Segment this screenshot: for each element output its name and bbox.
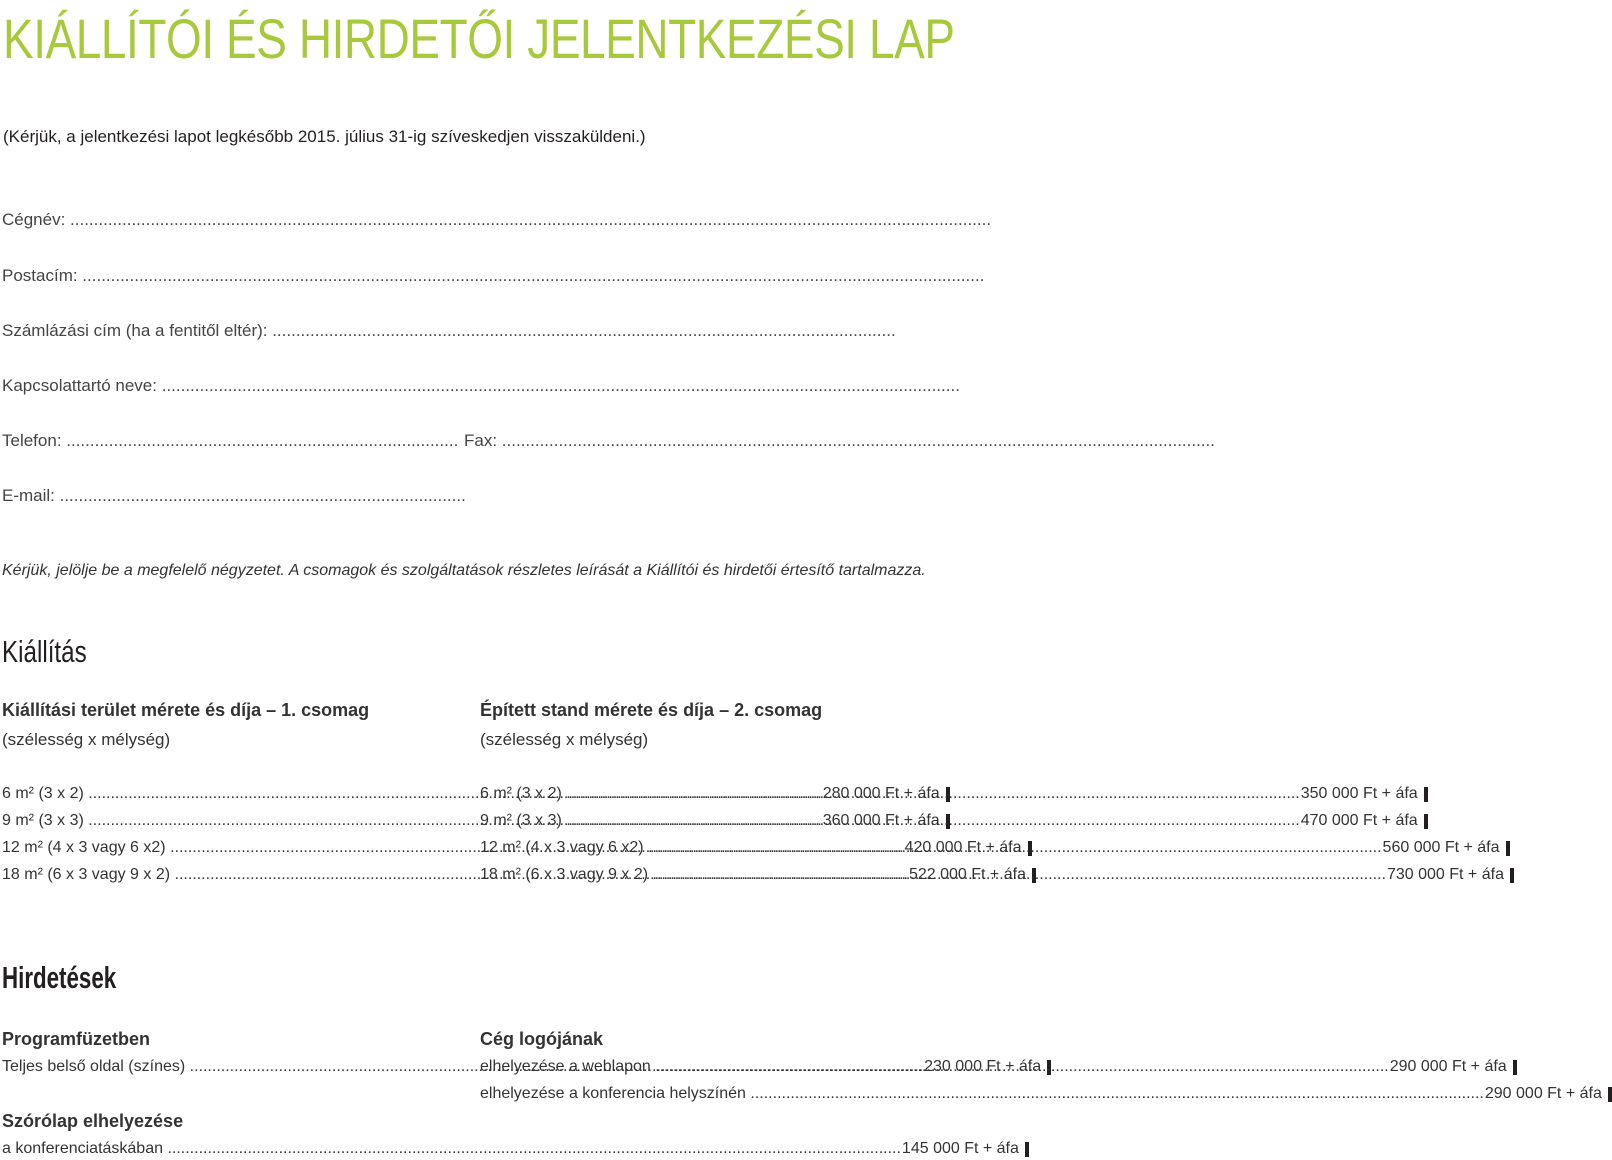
instruction-text: Kérjük, jelölje be a megfelelő négyzetet. A csomagok és szolgáltatások részletes leírását a Kiállítói és hirdetői értesítő tartalmazza. [2, 562, 926, 579]
contact-name-field[interactable]: Kapcsolattartó neve: ......................................................................................................................................................................... [2, 376, 960, 395]
package2-option[interactable] [480, 783, 1418, 805]
phone-field[interactable]: Telefon: ................................................................................... [2, 431, 459, 450]
ads-heading: Hirdetések [2, 960, 117, 995]
logo-title: Cég logójának [480, 1029, 604, 1049]
exhibition-heading: Kiállítás [2, 634, 87, 669]
package1-title: Kiállítási terület mérete és díja – 1. csomag [2, 700, 370, 720]
option-label: a konferenciatáskában ..... [2, 1140, 901, 1158]
option-price: 470 000 Ft + áfa [1300, 812, 1418, 829]
flyer-option[interactable] [2, 1138, 1019, 1160]
checkbox[interactable] [1510, 868, 1514, 883]
package2-option[interactable] [480, 810, 1418, 832]
option-label: 18 m² (6 x 3 vagy 9 x 2) ..... [480, 866, 1386, 884]
billing-address-field[interactable]: Számlázási cím (ha a fentitől eltér): .................................................................................................................................... [2, 321, 896, 340]
email-field[interactable]: E-mail: ...................................................................................... [2, 486, 466, 505]
option-label: Teljes belső oldal (színes) ..... [2, 1058, 923, 1076]
program-booklet-title: Programfüzetben [2, 1029, 151, 1049]
checkbox[interactable] [1608, 1087, 1612, 1102]
option-price: 420 000 Ft + áfa [904, 839, 1022, 856]
package2-subtitle: (szélesség x mélység) [480, 730, 649, 749]
option-price: 290 000 Ft + áfa [1484, 1085, 1602, 1102]
package1-option[interactable] [2, 864, 1026, 886]
option-price: 522 000 Ft + áfa [908, 866, 1026, 883]
option-price: 560 000 Ft + áfa [1382, 839, 1500, 856]
option-label: 6 m² (3 x 2) ..... [2, 785, 822, 803]
option-price: 730 000 Ft + áfa [1386, 866, 1504, 883]
option-label: 6 m² (3 x 2) ..... [480, 785, 1300, 803]
package1-option[interactable] [2, 783, 940, 805]
option-label: 12 m² (4 x 3 vagy 6 x2) ..... [480, 839, 1382, 857]
checkbox[interactable] [1506, 841, 1510, 856]
deadline-note: (Kérjük, a jelentkezési lapot legkésőbb 2015. július 31-ig szíveskedjen visszaküldeni.) [3, 127, 646, 146]
package1-option[interactable] [2, 810, 940, 832]
option-price: 230 000 Ft + áfa [924, 1058, 1042, 1075]
option-label: 9 m² (3 x 3) ..... [480, 812, 1300, 830]
option-label: elhelyezése a weblapon ..... [480, 1058, 1389, 1076]
option-price: 360 000 Ft + áfa [822, 812, 940, 829]
option-price: 280 000 Ft + áfa [822, 785, 940, 802]
option-price: 290 000 Ft + áfa [1389, 1058, 1507, 1075]
option-label: 18 m² (6 x 3 vagy 9 x 2) ..... [2, 866, 908, 884]
page-title: KIÁLLÍTÓI ÉS HIRDETŐI JELENTKEZÉSI LAP [3, 7, 955, 70]
fax-field[interactable]: Fax: ....................................................................................................................................................... [464, 431, 1215, 450]
option-label: 12 m² (4 x 3 vagy 6 x2) ..... [2, 839, 904, 857]
option-label: elhelyezése a konferencia helyszínén ..... [480, 1085, 1484, 1103]
logo-venue-option[interactable] [480, 1083, 1602, 1105]
option-label: 9 m² (3 x 3) ..... [2, 812, 822, 830]
checkbox[interactable] [1513, 1060, 1517, 1075]
checkbox[interactable] [1025, 1142, 1029, 1157]
address-field[interactable]: Postacím: ............................................................................................................................................................................................... [2, 266, 985, 285]
checkbox[interactable] [1424, 787, 1428, 802]
company-field[interactable]: Cégnév: ................................................................................................................................................................................................... [2, 210, 992, 229]
option-price: 350 000 Ft + áfa [1300, 785, 1418, 802]
package1-option[interactable] [2, 837, 1022, 859]
package2-title: Épített stand mérete és díja – 2. csomag [480, 700, 823, 720]
flyer-title: Szórólap elhelyezése [2, 1111, 184, 1131]
package1-subtitle: (szélesség x mélység) [2, 730, 171, 749]
option-price: 145 000 Ft + áfa [901, 1140, 1019, 1157]
checkbox[interactable] [1424, 814, 1428, 829]
